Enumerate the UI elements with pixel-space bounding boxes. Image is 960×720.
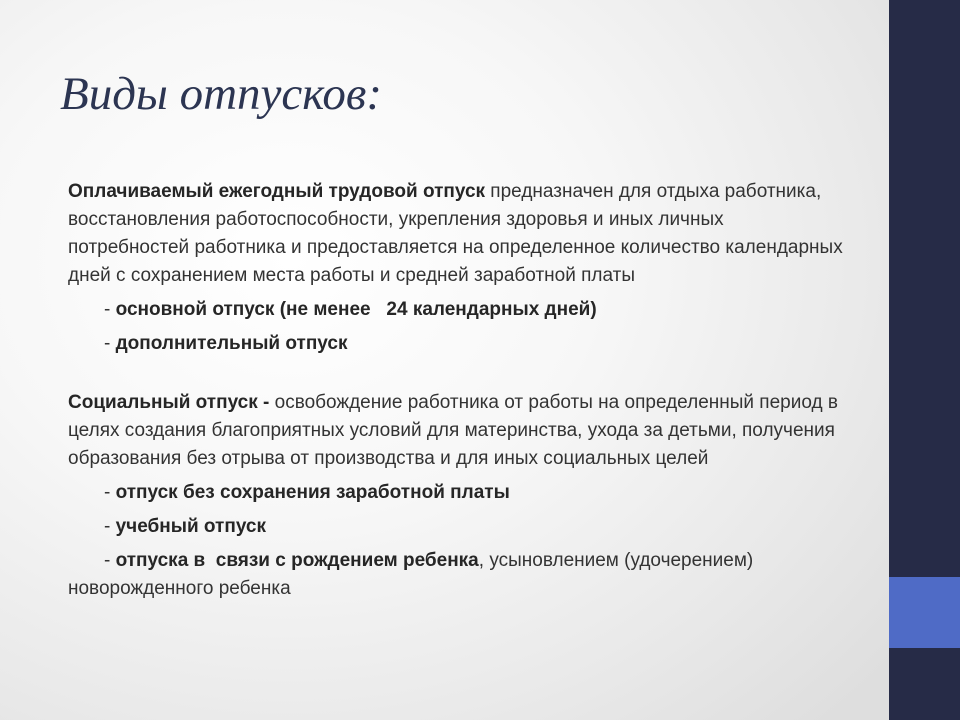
item-text: отпуска в связи с рождением ребенка [115, 550, 479, 571]
social-leave-definition: освобождение работника от работы на определенный период в целях создания благоприятных условий для материнства, ухода за детьми, получения образования без отрыва от производства и для иных социальных целей [68, 392, 838, 469]
annual-leave-definition: предназначен для отдыха работника, восстановления работоспособности, укрепления здоровья и иных личных потребностей работника и предоставляется на определенное количество календарных дней с сохранением места работы и средней заработной платы [68, 181, 843, 286]
item-dash: - [104, 550, 116, 571]
annual-leave-term: Оплачиваемый ежегодный трудовой отпуск [68, 181, 486, 202]
annual-leave-paragraph [68, 178, 848, 290]
social-leave-term: Социальный отпуск - [68, 392, 270, 413]
item-text: учебный отпуск [115, 516, 267, 537]
item-dash: - [104, 482, 116, 503]
item-rest: , усыновлением (удочерением) новорожденного ребенка [68, 550, 754, 599]
social-leave-item [68, 547, 848, 603]
item-dash: - [104, 516, 116, 537]
annual-leave-item [68, 330, 848, 358]
slide-title: Виды отпусков: [60, 68, 382, 120]
side-accent-block [889, 577, 960, 648]
social-leave-paragraph [68, 389, 848, 473]
social-leave-item [68, 479, 848, 507]
item-text: отпуск без сохранения заработной платы [115, 482, 510, 503]
paragraph-spacer [68, 358, 848, 389]
item-text: дополнительный отпуск [115, 333, 348, 354]
social-leave-item [68, 513, 848, 541]
slide-content [68, 178, 848, 603]
item-dash: - [104, 299, 116, 320]
item-text: основной отпуск (не менее 24 календарных дней) [115, 299, 597, 320]
annual-leave-item [68, 296, 848, 324]
item-dash: - [104, 333, 116, 354]
